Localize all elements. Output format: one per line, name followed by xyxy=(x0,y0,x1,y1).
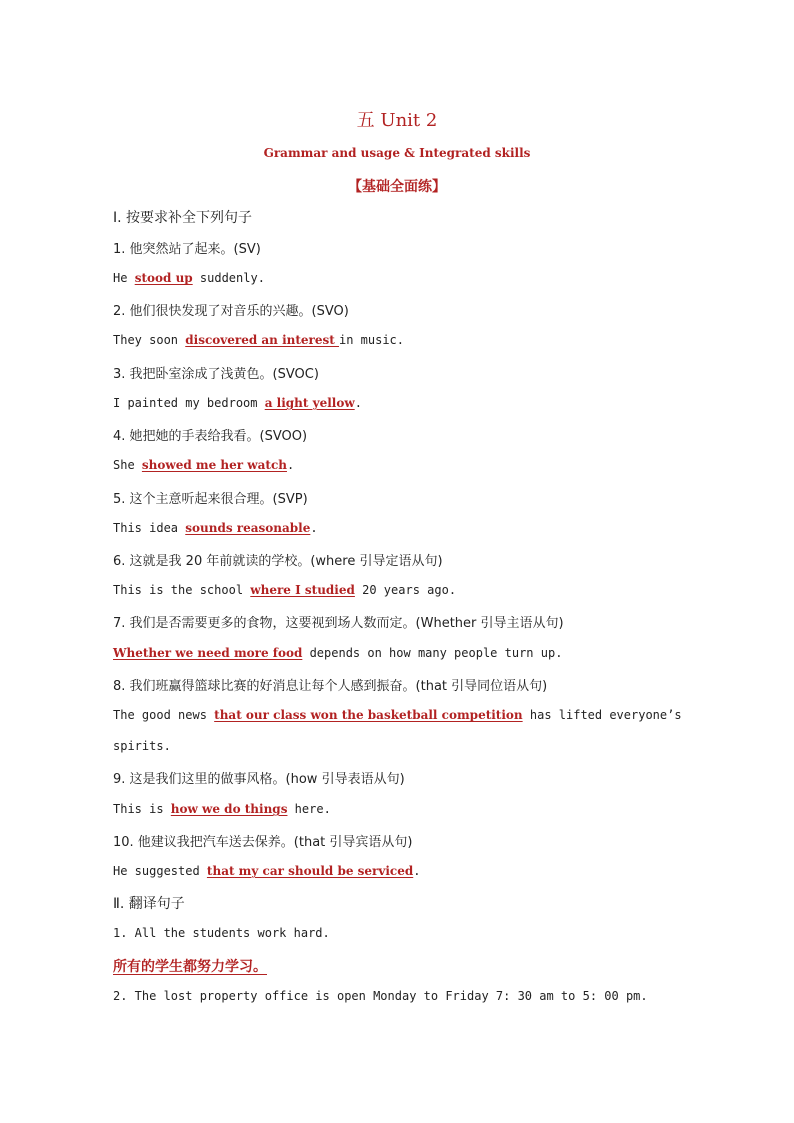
answer-pre: This is the school xyxy=(113,583,251,597)
question-3: 3. 我把卧室涂成了浅黄色。(SVOC) xyxy=(113,367,319,382)
question-6: 6. 这就是我 20 年前就读的学校。(where 引导定语从句) xyxy=(113,554,443,569)
answer-fill: sounds reasonable xyxy=(185,521,311,535)
answer-post: has lifted everyone’s xyxy=(522,708,682,722)
answer-line-9 xyxy=(113,802,331,816)
page-title: 五 Unit 2 xyxy=(356,110,438,131)
question-4: 4. 她把她的手表给我看。(SVOO) xyxy=(113,429,308,444)
answer-line-7 xyxy=(113,646,562,660)
answer-line-4 xyxy=(113,458,294,472)
answer-fill: 所有的学生都努力学习。 xyxy=(113,959,267,975)
part2-heading: Ⅱ. 翻译句子 xyxy=(113,896,185,912)
answer-post: . xyxy=(286,458,295,472)
answer-pre: This is xyxy=(113,802,171,816)
answer-line-1 xyxy=(113,271,265,285)
answer-post: . xyxy=(310,521,318,535)
answer-fill: discovered an interest xyxy=(185,333,339,347)
answer-fill: that my car should be serviced xyxy=(206,864,414,878)
answer-fill: a light yellow xyxy=(264,396,355,410)
answer-pre: She xyxy=(113,458,142,472)
answer-pre: They soon xyxy=(113,333,186,347)
answer-post: . xyxy=(354,396,362,410)
answer-pre: I painted my bedroom xyxy=(113,396,265,410)
answer-pre: This idea xyxy=(113,521,186,535)
answer-line-2 xyxy=(113,333,404,347)
answer-fill: that our class won the basketball competition xyxy=(214,708,523,722)
answer-post: depends on how many people turn up. xyxy=(302,646,563,660)
section-tag: 【基础全面练】 xyxy=(348,179,446,195)
answer-line-5 xyxy=(113,521,318,535)
answer-line-8 xyxy=(113,708,682,722)
answer-fill: how we do things xyxy=(170,802,288,816)
question-8: 8. 我们班赢得篮球比赛的好消息让每个人感到振奋。(that 引导同位语从句) xyxy=(113,679,548,694)
answer-line-3 xyxy=(113,396,362,410)
question-5: 5. 这个主意听起来很合理。(SVP) xyxy=(113,492,308,507)
answer-pre: The good news xyxy=(113,708,215,722)
answer-post: here. xyxy=(287,802,331,816)
answer-post: suddenly. xyxy=(192,271,265,285)
question-2: 2. 他们很快发现了对音乐的兴趣。(SVO) xyxy=(113,304,349,319)
translate-answer-1 xyxy=(113,956,267,976)
answer-fill: showed me her watch xyxy=(141,458,287,472)
translate-question-1: 1. All the students work hard. xyxy=(113,926,330,940)
question-10: 10. 他建议我把汽车送去保养。(that 引导宾语从句) xyxy=(113,835,413,850)
part1-heading: Ⅰ. 按要求补全下列句子 xyxy=(113,210,253,226)
answer-pre: He xyxy=(113,271,135,285)
translate-question-2: 2. The lost property office is open Monday to Friday 7: 30 am to 5: 00 pm. xyxy=(113,989,648,1003)
answer-post: . xyxy=(413,864,421,878)
answer-fill: stood up xyxy=(134,271,193,285)
answer-line-10 xyxy=(113,864,420,878)
answer-fill: Whether we need more food xyxy=(113,646,303,660)
answer-line-6 xyxy=(113,583,456,597)
answer-line-8-cont: spirits. xyxy=(113,739,171,753)
answer-fill: where I studied xyxy=(250,583,355,597)
question-7: 7. 我们是否需要更多的食物，这要视到场人数而定。(Whether 引导主语从句) xyxy=(113,616,564,631)
page-subtitle: Grammar and usage & Integrated skills xyxy=(263,146,531,160)
question-9: 9. 这是我们这里的做事风格。(how 引导表语从句) xyxy=(113,772,405,787)
answer-post: in music. xyxy=(338,333,405,347)
question-1: 1. 他突然站了起来。(SV) xyxy=(113,242,261,257)
answer-pre: He suggested xyxy=(113,864,207,878)
answer-post: 20 years ago. xyxy=(354,583,457,597)
